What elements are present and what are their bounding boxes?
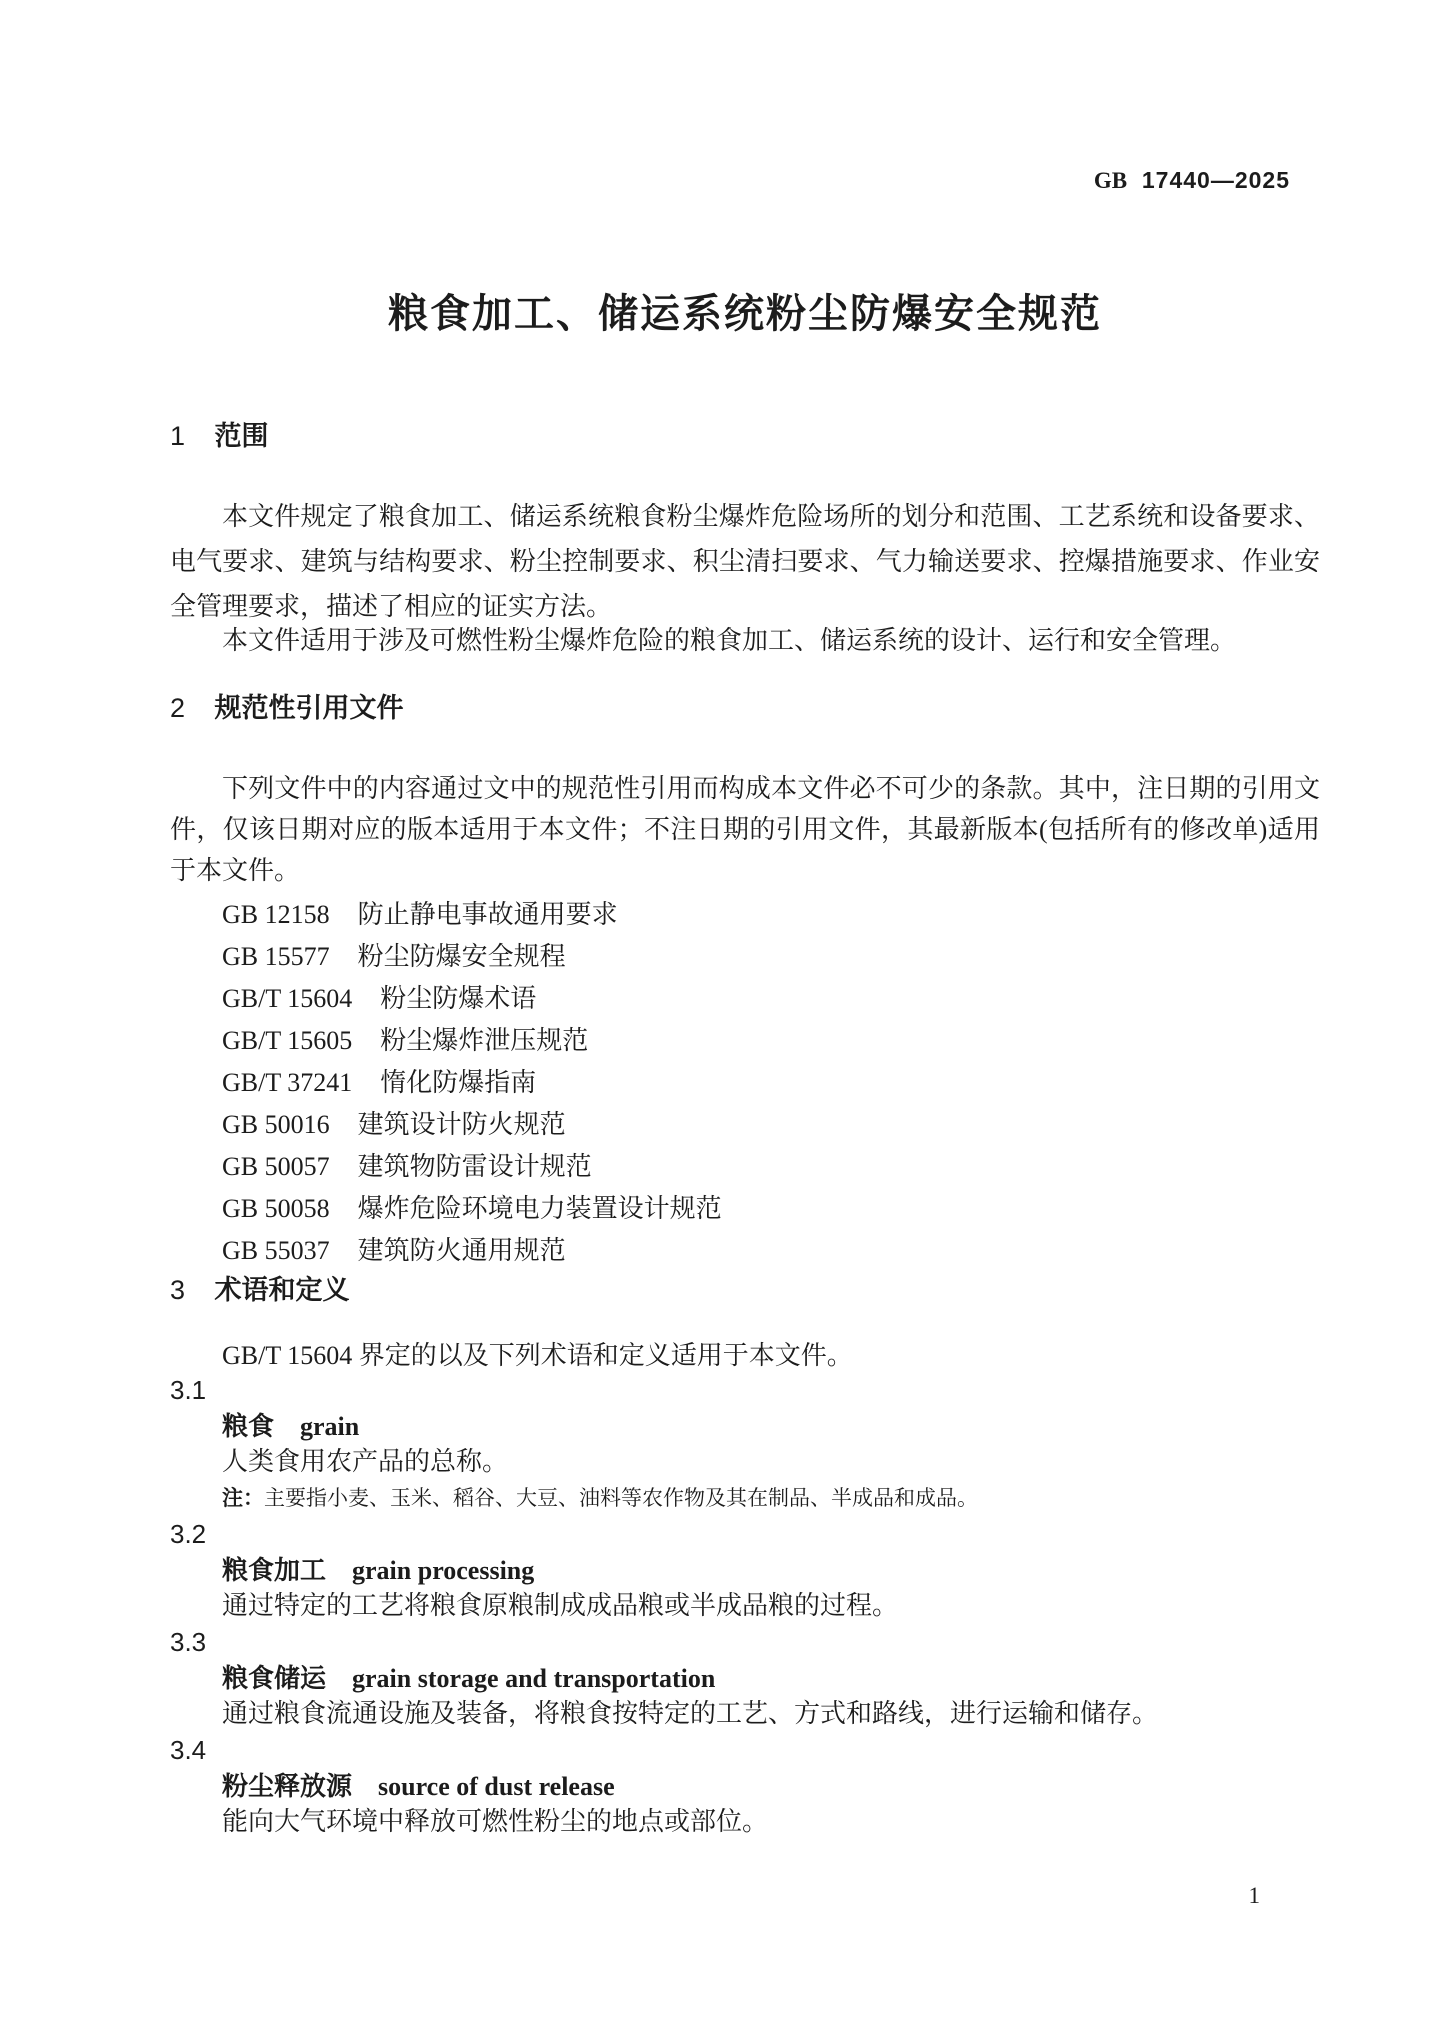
section-1-paragraph-1: 本文件规定了粮食加工、储运系统粮食粉尘爆炸危险场所的划分和范围、工艺系统和设备要求、电气要求、建筑与结构要求、粉尘控制要求、积尘清扫要求、气力输送要求、控爆措施要求、作业安全管理要求，描述了相应的证实方法。 bbox=[170, 502, 1320, 621]
reference-title: 防止静电事故通用要求 bbox=[357, 900, 618, 929]
reference-title: 建筑防火通用规范 bbox=[357, 1236, 566, 1265]
term-heading bbox=[170, 1660, 1320, 1696]
reference-code: GB 55037 bbox=[222, 1236, 330, 1265]
reference-item bbox=[170, 936, 1320, 978]
term-definition: 通过特定的工艺将粮食原粮制成成品粮或半成品粮的过程。 bbox=[222, 1591, 899, 1620]
reference-title: 惰化防爆指南 bbox=[380, 1068, 537, 1097]
term-clause-number: 3.1 bbox=[170, 1375, 207, 1405]
term-name-en: source of dust release bbox=[378, 1772, 615, 1801]
term-clause-number: 3.4 bbox=[170, 1735, 207, 1765]
section-2-intro-paragraph: 下列文件中的内容通过文中的规范性引用而构成本文件必不可少的条款。其中，注日期的引用文件，仅该日期对应的版本适用于本文件；不注日期的引用文件，其最新版本(包括所有的修改单)适用于本文件。 bbox=[170, 774, 1320, 885]
section-3-intro: GB/T 15604 界定的以及下列术语和定义适用于本文件。 bbox=[222, 1341, 853, 1370]
reference-item bbox=[170, 1104, 1320, 1146]
reference-code: GB/T 15604 bbox=[222, 984, 353, 1013]
term-clause-number: 3.2 bbox=[170, 1519, 207, 1549]
standard-code bbox=[170, 166, 1290, 195]
reference-title: 爆炸危险环境电力装置设计规范 bbox=[357, 1194, 722, 1223]
terms-and-definitions-list bbox=[170, 1372, 1320, 1840]
reference-item bbox=[170, 1020, 1320, 1062]
term-name-zh: 粮食 bbox=[222, 1411, 275, 1441]
reference-item bbox=[170, 1230, 1320, 1272]
standard-code-number: 17440—2025 bbox=[1141, 167, 1290, 193]
term-name-zh: 粮食加工 bbox=[222, 1555, 327, 1585]
term-name-en: grain bbox=[300, 1412, 360, 1441]
reference-title: 粉尘防爆安全规程 bbox=[357, 942, 566, 971]
section-3-title: 术语和定义 bbox=[214, 1275, 350, 1305]
term-name-zh: 粉尘释放源 bbox=[222, 1771, 353, 1801]
term-heading bbox=[170, 1552, 1320, 1588]
section-1-title: 范围 bbox=[214, 421, 269, 451]
reference-code: GB 50057 bbox=[222, 1152, 330, 1181]
reference-title: 粉尘防爆术语 bbox=[380, 984, 537, 1013]
reference-code: GB/T 37241 bbox=[222, 1068, 353, 1097]
reference-item bbox=[170, 978, 1320, 1020]
reference-code: GB 15577 bbox=[222, 942, 330, 971]
page-number: 1 bbox=[1248, 1883, 1260, 1908]
term-name-en: grain storage and transportation bbox=[352, 1664, 716, 1693]
reference-title: 粉尘爆炸泄压规范 bbox=[380, 1026, 589, 1055]
term-heading bbox=[170, 1768, 1320, 1804]
reference-code: GB 50016 bbox=[222, 1110, 330, 1139]
term-name-zh: 粮食储运 bbox=[222, 1663, 327, 1693]
term-clause-number: 3.3 bbox=[170, 1627, 207, 1657]
section-3-number: 3 bbox=[170, 1275, 186, 1305]
term-heading bbox=[170, 1408, 1320, 1444]
document-title: 粮食加工、储运系统粉尘防爆安全规范 bbox=[388, 292, 1102, 336]
term-note-label: 注： bbox=[222, 1487, 264, 1510]
reference-title: 建筑设计防火规范 bbox=[357, 1110, 566, 1139]
reference-code: GB 12158 bbox=[222, 900, 330, 929]
section-1-heading bbox=[170, 420, 1320, 452]
normative-reference-list bbox=[170, 894, 1320, 1272]
reference-item bbox=[170, 1062, 1320, 1104]
term-note bbox=[170, 1480, 1320, 1516]
section-2-heading bbox=[170, 692, 1320, 724]
section-1-number: 1 bbox=[170, 421, 186, 451]
section-2-title: 规范性引用文件 bbox=[214, 693, 404, 723]
reference-item bbox=[170, 1146, 1320, 1188]
term-definition: 能向大气环境中释放可燃性粉尘的地点或部位。 bbox=[222, 1807, 769, 1836]
term-definition: 人类食用农产品的总称。 bbox=[222, 1447, 509, 1476]
term-note-text: 主要指小麦、玉米、稻谷、大豆、油料等农作物及其在制品、半成品和成品。 bbox=[264, 1486, 978, 1510]
section-1-paragraph-2: 本文件适用于涉及可燃性粉尘爆炸危险的粮食加工、储运系统的设计、运行和安全管理。 bbox=[222, 626, 1237, 655]
section-2-number: 2 bbox=[170, 693, 186, 723]
reference-item bbox=[170, 1188, 1320, 1230]
standard-code-prefix: GB bbox=[1093, 168, 1128, 193]
reference-item bbox=[170, 894, 1320, 936]
section-3-heading bbox=[170, 1274, 1320, 1306]
reference-title: 建筑物防雷设计规范 bbox=[357, 1152, 592, 1181]
reference-code: GB 50058 bbox=[222, 1194, 330, 1223]
reference-code: GB/T 15605 bbox=[222, 1026, 353, 1055]
term-name-en: grain processing bbox=[352, 1556, 535, 1585]
term-definition: 通过粮食流通设施及装备，将粮食按特定的工艺、方式和路线，进行运输和储存。 bbox=[222, 1699, 1159, 1728]
